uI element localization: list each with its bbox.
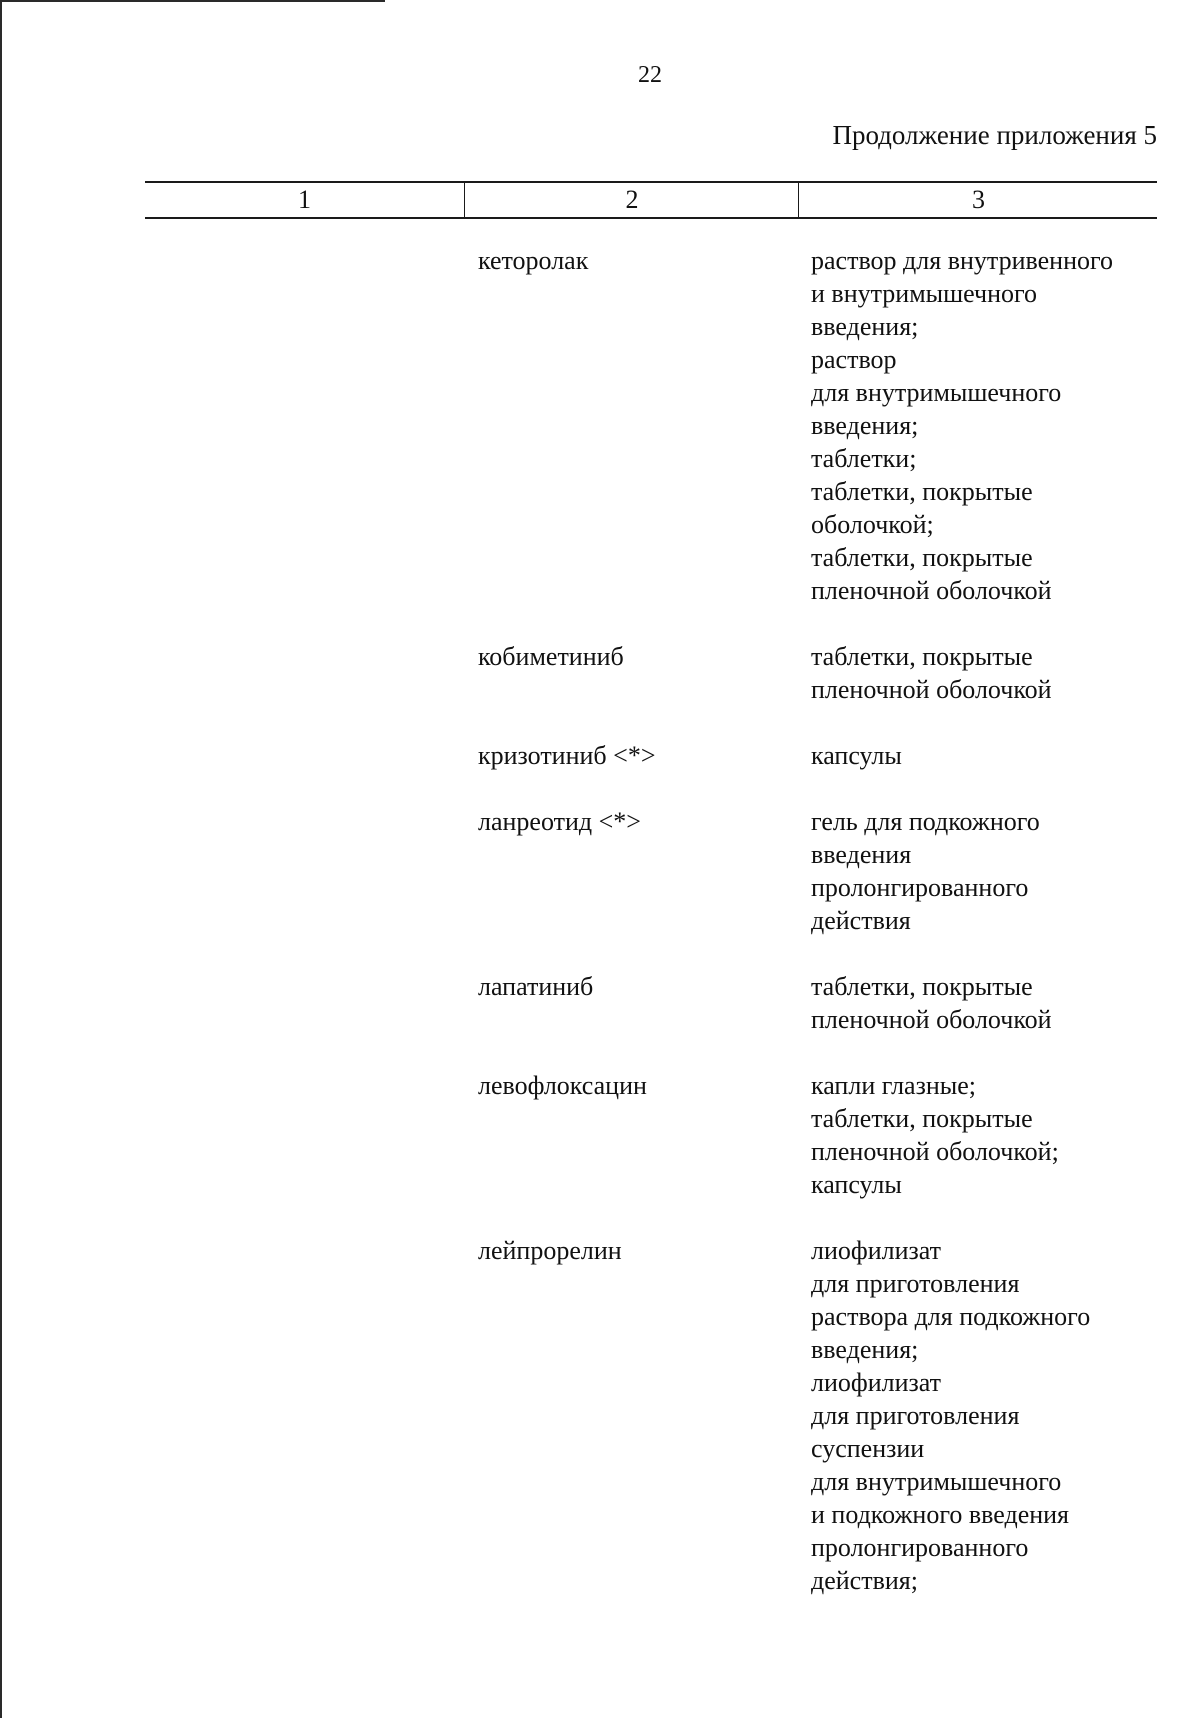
dosage-form-line: введения;: [811, 411, 919, 440]
dosage-form-line: раствор: [811, 345, 897, 374]
dosage-form-line: лиофилизат: [811, 1236, 942, 1265]
dosage-form-line: введения;: [811, 1335, 919, 1364]
drug-name: левофлоксацин: [478, 1071, 647, 1100]
table-row: [0, 970, 1200, 1036]
drug-name: лапатиниб: [478, 972, 594, 1001]
column-header-1: 1: [298, 185, 311, 214]
table-row: [0, 805, 1200, 937]
drug-name: кеторолак: [478, 246, 589, 275]
dosage-form-line: введения;: [811, 312, 919, 341]
column-header-3: 3: [798, 183, 1158, 217]
scan-edge-top: [0, 0, 385, 2]
table-body: [0, 244, 1200, 1630]
dosage-forms: [811, 805, 1156, 937]
dosage-form-line: капли глазные;: [811, 1071, 977, 1100]
dosage-form-line: раствор для внутривенного: [811, 246, 1113, 275]
dosage-form-line: пролонгированного: [811, 873, 1029, 902]
table-row: [0, 640, 1200, 706]
dosage-form-line: действия: [811, 906, 911, 935]
appendix-note: Продолжение приложения 5: [832, 120, 1157, 150]
dosage-form-line: введения: [811, 840, 912, 869]
dosage-form-line: пленочной оболочкой;: [811, 1137, 1059, 1166]
dosage-form-line: лиофилизат: [811, 1368, 942, 1397]
dosage-form-line: для приготовления: [811, 1269, 1020, 1298]
page-number: 22: [638, 62, 662, 88]
dosage-form-line: пленочной оболочкой: [811, 1005, 1052, 1034]
dosage-form-line: пленочной оболочкой: [811, 675, 1052, 704]
dosage-form-line: таблетки;: [811, 444, 917, 473]
dosage-form-line: таблетки, покрытые: [811, 972, 1033, 1001]
table-row: [0, 1069, 1200, 1201]
dosage-form-line: капсулы: [811, 741, 902, 770]
drug-name: кризотиниб <*>: [478, 741, 656, 770]
dosage-forms: [811, 1234, 1156, 1597]
dosage-forms: [811, 739, 1156, 772]
dosage-form-line: пролонгированного: [811, 1533, 1029, 1562]
dosage-form-line: и внутримышечного: [811, 279, 1038, 308]
dosage-form-line: для приготовления: [811, 1401, 1020, 1430]
drug-name: кобиметиниб: [478, 642, 624, 671]
table-row: [0, 244, 1200, 607]
table-row: [0, 1234, 1200, 1597]
dosage-form-line: пленочной оболочкой: [811, 576, 1052, 605]
dosage-form-line: гель для подкожного: [811, 807, 1040, 836]
dosage-form-line: действия;: [811, 1566, 918, 1595]
dosage-form-line: и подкожного введения: [811, 1500, 1070, 1529]
drug-name: лейпрорелин: [478, 1236, 622, 1265]
column-header-2: 2: [464, 183, 799, 217]
dosage-form-line: таблетки, покрытые: [811, 1104, 1033, 1133]
table-row: [0, 739, 1200, 772]
dosage-form-line: таблетки, покрытые: [811, 477, 1033, 506]
dosage-form-line: таблетки, покрытые: [811, 642, 1033, 671]
dosage-form-line: для внутримышечного: [811, 378, 1062, 407]
dosage-form-line: оболочкой;: [811, 510, 934, 539]
dosage-form-line: раствора для подкожного: [811, 1302, 1091, 1331]
dosage-form-line: таблетки, покрытые: [811, 543, 1033, 572]
dosage-forms: [811, 640, 1156, 706]
table-header: [145, 181, 1157, 219]
dosage-forms: [811, 970, 1156, 1036]
drug-name: ланреотид <*>: [478, 807, 641, 836]
dosage-forms: [811, 1069, 1156, 1201]
dosage-form-line: капсулы: [811, 1170, 902, 1199]
dosage-forms: [811, 244, 1156, 607]
dosage-form-line: суспензии: [811, 1434, 925, 1463]
dosage-form-line: для внутримышечного: [811, 1467, 1062, 1496]
